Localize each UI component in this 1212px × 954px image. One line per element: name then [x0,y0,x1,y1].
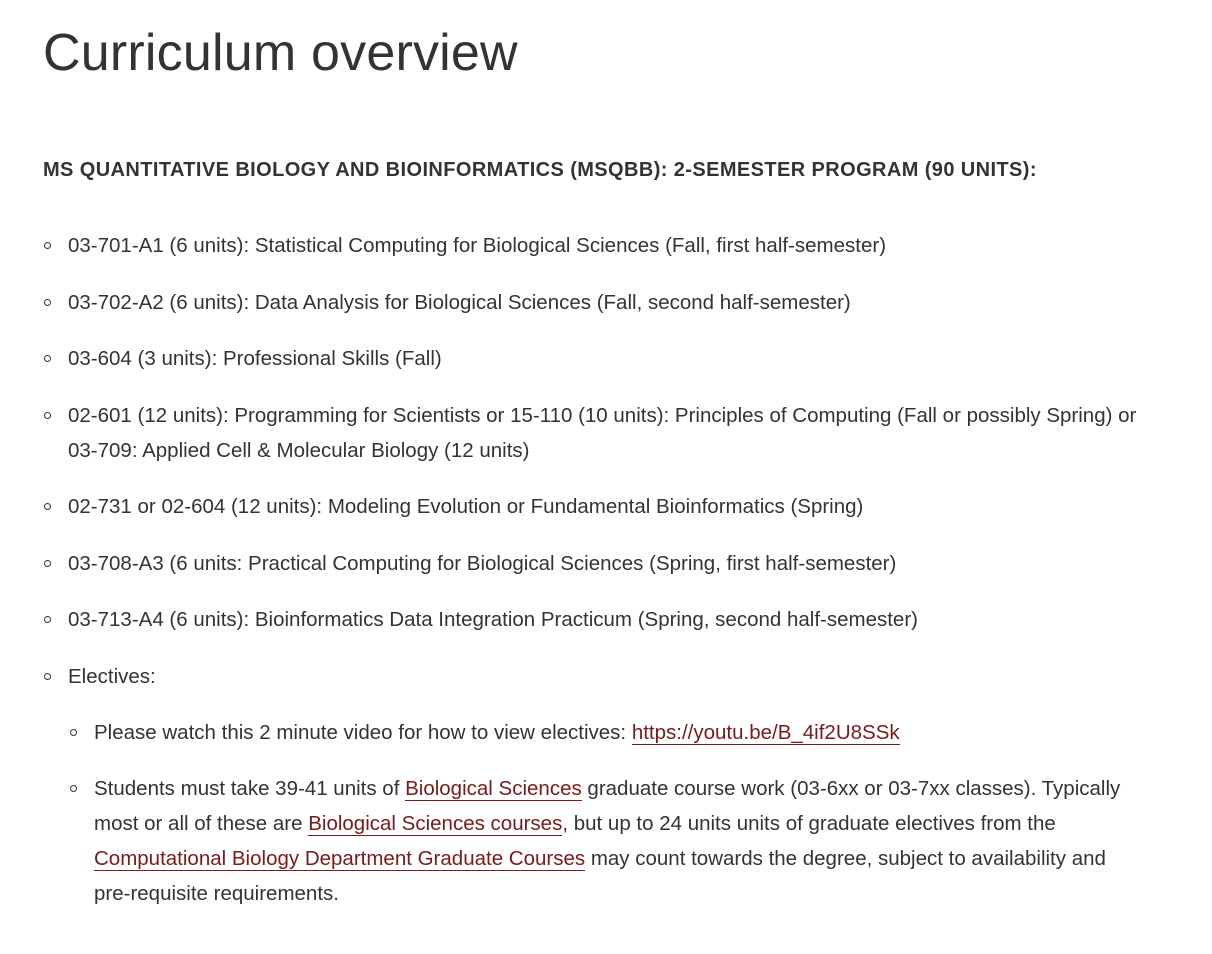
course-text: 03-708-A3 (6 units: Practical Computing for Biological Sciences (Spring, first half-semester) [68,551,897,575]
circle-bullet-icon [44,299,51,306]
list-item-course [43,489,1143,524]
course-list [43,228,1143,933]
circle-bullet-icon [44,560,51,567]
computational-biology-courses-link[interactable]: Computational Biology Department Graduate Courses [94,847,586,870]
circle-bullet-icon [44,503,51,510]
list-item-course [43,398,1143,468]
list-item-video [69,715,1143,750]
video-link[interactable]: https://youtu.be/B_4if2U8SSk [631,720,900,744]
electives-label: Electives: [68,664,156,688]
circle-bullet-icon [70,785,77,792]
video-text: Please watch this 2 minute video for how to view electives: [94,720,632,744]
circle-bullet-icon [44,673,51,680]
list-item-course [43,546,1143,581]
list-item-electives [43,659,1143,912]
list-item-course [43,228,1143,263]
electives-sublist [69,715,1143,912]
circle-bullet-icon [44,412,51,419]
circle-bullet-icon [44,355,51,362]
circle-bullet-icon [44,616,51,623]
program-heading: MS QUANTITATIVE BIOLOGY AND BIOINFORMATICS (MSQBB): 2-SEMESTER PROGRAM (90 UNITS): [43,159,1037,181]
circle-bullet-icon [44,242,51,249]
page-title: Curriculum overview [43,24,518,82]
course-text: 02-601 (12 units): Programming for Scientists or 15-110 (10 units): Principles of Computing (Fall or possibly Spring) or 03-709: Applied Cell & Molecular Biology (12 units) [68,403,1137,462]
course-text: 03-702-A2 (6 units): Data Analysis for Biological Sciences (Fall, second half-semester) [68,290,851,314]
list-item-course [43,285,1143,320]
requirement-text: , but up to 24 units units of graduate electives from the [562,812,1056,835]
list-item-requirement [69,771,1143,911]
course-text: 03-701-A1 (6 units): Statistical Computing for Biological Sciences (Fall, first half-semester) [68,234,887,257]
biological-sciences-courses-link[interactable]: Biological Sciences courses [308,812,563,835]
course-text: 03-604 (3 units): Professional Skills (Fall) [68,347,442,370]
requirement-text: Students must take 39-41 units of [94,777,406,800]
requirement-text: graduate course work (03-6xx or 03-7xx classes). Typically most or all of these are [94,777,1121,835]
biological-sciences-link[interactable]: Biological Sciences [405,777,582,800]
list-item-course [43,602,1143,637]
requirement-text: may count towards the degree, subject to availability and pre-requisite requirements. [94,847,1106,905]
circle-bullet-icon [70,729,77,736]
course-text: 03-713-A4 (6 units): Bioinformatics Data Integration Practicum (Spring, second half-semester) [68,608,918,631]
course-text: 02-731 or 02-604 (12 units): Modeling Evolution or Fundamental Bioinformatics (Spring) [68,495,864,518]
list-item-course [43,341,1143,376]
